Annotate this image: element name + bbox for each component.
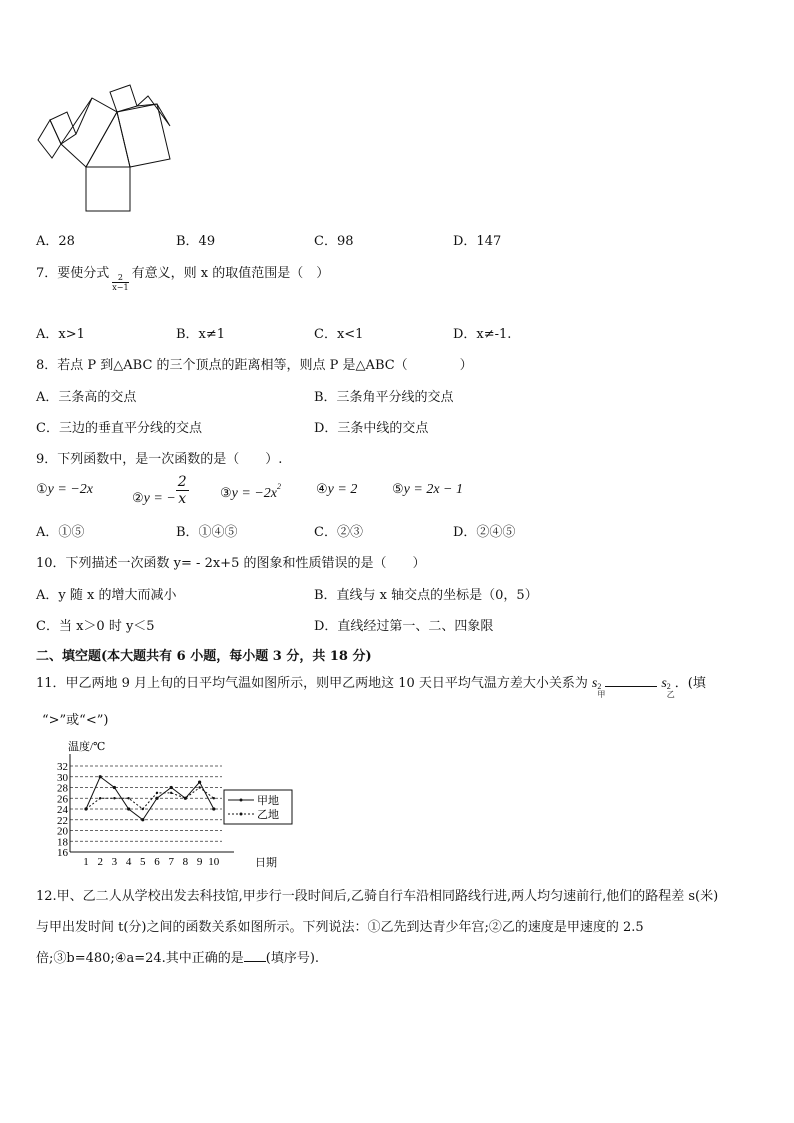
q7-option-a[interactable]: A．x>1 <box>36 327 85 342</box>
series-2-point <box>113 797 115 799</box>
q9-f4-mark: ④ <box>316 482 328 497</box>
q9-f5 <box>392 482 463 498</box>
series-1-point <box>113 786 116 789</box>
y-tick-label: 18 <box>57 836 68 849</box>
series-2-point <box>198 786 200 788</box>
left-mid-square <box>61 98 117 167</box>
q7-option-d[interactable]: D．x≠-1. <box>453 327 512 342</box>
x-tick-label: 1 <box>83 856 89 868</box>
series-1-point <box>212 807 215 810</box>
legend-marker-1 <box>240 799 243 802</box>
section-title: 二、填空题(本大题共有 6 小题，每小题 3 分，共 18 分) <box>36 649 372 664</box>
q10-option-d[interactable]: D．直线经过第一、二、四象限 <box>314 619 494 634</box>
x-tick-label: 6 <box>154 856 160 868</box>
q7-option-c[interactable]: C．x<1 <box>314 327 364 342</box>
q9-f4-expr: y = 2 <box>327 482 358 497</box>
q11-s-b: s <box>661 676 667 691</box>
series-1-point <box>141 818 144 821</box>
q11-sup-b: 2 <box>666 682 671 691</box>
legend-marker-2 <box>240 813 243 816</box>
y-tick-label: 20 <box>57 825 68 838</box>
q11-s-a: s <box>591 676 598 691</box>
q6-option-c[interactable]: C．98 <box>314 234 354 249</box>
top-square-b <box>137 96 170 126</box>
x-tick-label: 10 <box>208 856 220 868</box>
q10-option-b[interactable]: B．直线与 x 轴交点的坐标是（0，5） <box>314 588 538 603</box>
left-square-b <box>38 120 61 158</box>
q8-option-d[interactable]: D．三条中线的交点 <box>314 421 429 436</box>
q11-sub-a: 甲 <box>597 690 606 699</box>
q9-f2-num: 2 <box>177 474 187 490</box>
q6-option-b[interactable]: B．49 <box>176 234 216 249</box>
q9-f1-mark: ① <box>36 482 48 497</box>
q11-sup-a: 2 <box>597 682 602 691</box>
y-tick-label: 22 <box>57 814 68 827</box>
q8-option-a[interactable]: A．三条高的交点 <box>36 390 137 405</box>
q9-option-d[interactable]: D．②④⑤ <box>453 525 516 540</box>
q8-stem: 8．若点 P 到△ABC 的三个顶点的距离相等，则点 P 是△ABC（ ） <box>36 358 473 373</box>
x-tick-label: 2 <box>97 856 103 868</box>
series-2-point <box>213 797 215 799</box>
bottom-square <box>86 167 130 211</box>
series-2-point <box>99 797 101 799</box>
series-2-point <box>170 792 172 794</box>
q9-f1-expr: y = −2x <box>47 482 93 497</box>
q9-f3-mark: ③ <box>220 486 232 501</box>
series-2-point <box>184 797 186 799</box>
series-2-point <box>85 808 87 810</box>
q9-option-a[interactable]: A．①⑤ <box>36 525 85 540</box>
q9-f3-expr: y = −2x <box>231 486 277 501</box>
y-tick-label: 26 <box>57 793 68 806</box>
temperature-chart <box>40 738 300 872</box>
q8-option-b[interactable]: B．三条角平分线的交点 <box>314 390 454 405</box>
q7-stem <box>36 262 330 292</box>
q9-f1 <box>36 482 93 498</box>
series-2-point <box>142 808 144 810</box>
q9-f2-den: x <box>178 491 187 507</box>
q9-f5-expr: y = 2x − 1 <box>403 482 463 497</box>
series-1-point <box>155 797 158 800</box>
series-1-point <box>198 781 201 784</box>
q11-line2: “>”或“<”) <box>42 713 109 728</box>
q9-option-b[interactable]: B．①④⑤ <box>176 525 238 540</box>
q9-f2-fraction <box>176 474 189 507</box>
q12-line3b: (填序号). <box>265 951 320 966</box>
series-2-point <box>156 792 158 794</box>
q9-f3-exp: 2 <box>276 482 281 491</box>
q7-frac-den: x−1 <box>112 283 129 292</box>
q9-stem: 9．下列函数中，是一次函数的是（ ）. <box>36 452 283 467</box>
y-tick-label: 32 <box>57 761 68 773</box>
legend-label-2: 乙地 <box>257 809 279 821</box>
q9-option-c[interactable]: C．②③ <box>314 525 363 540</box>
squares-figure <box>34 82 184 216</box>
q6-option-d[interactable]: D．147 <box>453 234 502 249</box>
chart-xlabel: 日期 <box>255 857 277 869</box>
top-square-a <box>110 85 137 112</box>
q11-tail: ．(填 <box>674 676 706 691</box>
q9-f5-mark: ⑤ <box>392 482 404 497</box>
q12-line3a: 倍;③b=480;④a=24.其中正确的是 <box>36 951 244 966</box>
q11-answer-blank[interactable] <box>605 674 657 687</box>
x-tick-label: 7 <box>168 856 174 868</box>
q6-option-a[interactable]: A．28 <box>36 234 75 249</box>
q10-option-a[interactable]: A．y 随 x 的增大而减小 <box>36 588 177 603</box>
series-1-point <box>127 807 130 810</box>
y-tick-label: 30 <box>57 771 68 784</box>
q12-line2: 与甲出发时间 t(分)之间的函数关系如图所示。下列说法：①乙先到达青少年宫;②乙的速度是甲速度的 2.5 <box>36 920 644 935</box>
q10-stem: 10．下列描述一次函数 y= - 2x+5 的图象和性质错误的是（ ） <box>36 556 426 571</box>
x-tick-label: 8 <box>182 856 189 868</box>
q7-frac-num: 2 <box>112 273 128 283</box>
q9-f4 <box>316 482 357 498</box>
q12-line1: 12.甲、乙二人从学校出发去科技馆,甲步行一段时间后,乙骑自行车沿相同路线行进,两人均匀速前行,他们的路程差 s(米) <box>36 889 719 904</box>
q9-f3 <box>220 482 281 502</box>
q11-var-b <box>661 676 675 699</box>
q11-var-a <box>591 676 606 699</box>
q7-prefix: 7．要使分式 <box>36 266 110 281</box>
q11-stem <box>36 672 706 699</box>
q9-f2 <box>132 474 189 507</box>
q7-suffix: 有意义，则 x 的取值范围是（ ） <box>131 266 330 281</box>
q12-line3 <box>36 947 319 966</box>
q7-fraction <box>112 273 128 292</box>
q9-f2-lhs: y = − <box>143 491 176 506</box>
y-tick-label: 16 <box>57 847 68 859</box>
q11-text: 11．甲乙两地 9 月上旬的日平均气温如图所示，则甲乙两地这 10 天日平均气温方差大小关系为 <box>36 676 588 691</box>
legend-label-1: 甲地 <box>257 795 279 807</box>
q9-f2-mark: ② <box>132 491 144 506</box>
x-tick-label: 5 <box>140 856 146 868</box>
x-tick-label: 9 <box>196 856 203 868</box>
x-tick-label: 4 <box>125 856 132 868</box>
q10-option-c[interactable]: C．当 x＞0 时 y＜5 <box>36 619 155 634</box>
q11-sub-b: 乙 <box>666 690 675 699</box>
x-tick-label: 3 <box>111 856 118 868</box>
series-1-point <box>170 786 173 789</box>
q7-option-b[interactable]: B．x≠1 <box>176 327 226 342</box>
chart-ylabel: 温度/℃ <box>68 741 106 753</box>
q8-option-c[interactable]: C．三边的垂直平分线的交点 <box>36 421 202 436</box>
q12-answer-blank[interactable] <box>244 949 266 962</box>
y-tick-label: 28 <box>57 782 68 795</box>
series-2-point <box>127 797 129 799</box>
y-tick-label: 24 <box>57 804 68 816</box>
series-1-point <box>99 775 102 778</box>
